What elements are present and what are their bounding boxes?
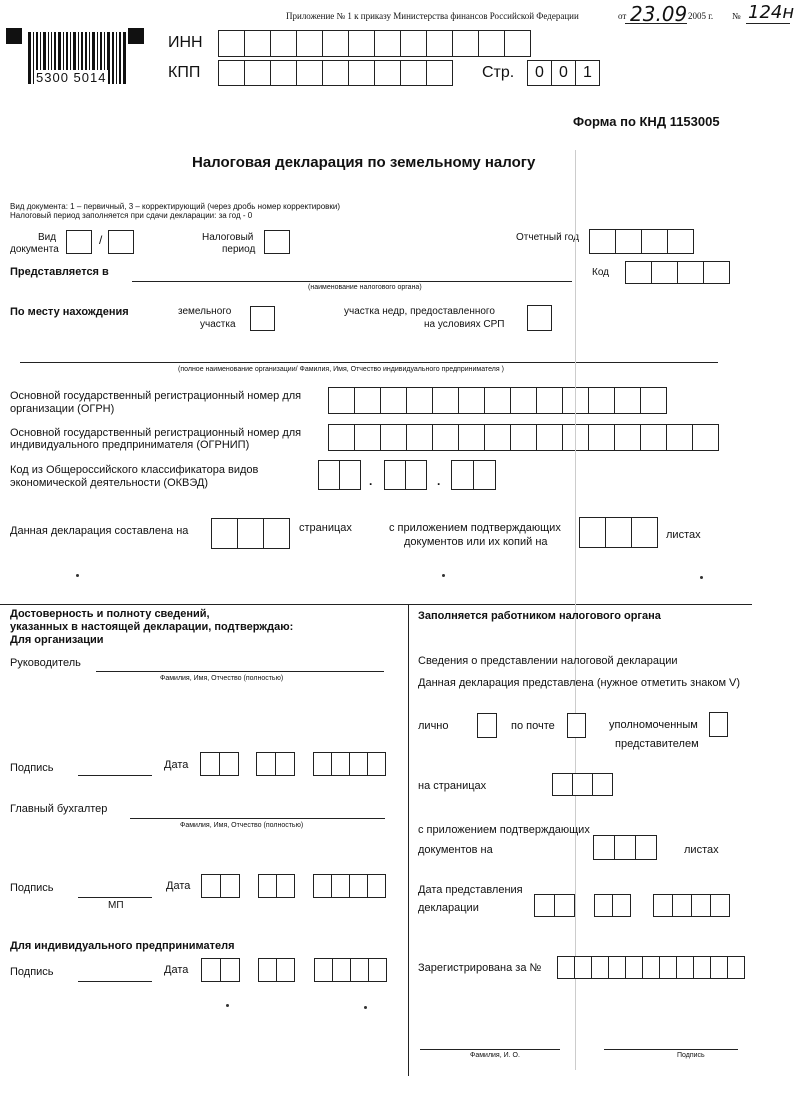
okved-label: экономической деятельности (ОКВЭД) [10,477,209,489]
land-plot-label: участка [200,319,236,330]
order-year: 2005 г. [688,11,714,21]
submission-date-month[interactable] [594,894,631,917]
ip-date-day[interactable] [201,958,240,982]
date-label: Дата [164,964,189,976]
ogrn-label: Основной государственный регистрационный номер для [10,390,302,402]
head-label: Руководитель [10,657,81,669]
doc-type-label: документа [10,244,59,255]
submission-info-label: Сведения о представлении налоговой декларации [418,655,678,667]
ip-date-month[interactable] [258,958,295,982]
org-name-caption: (полное наименование организации/ Фамилия, Имя, Отчество индивидуального предпринимателя ) [178,366,504,373]
okved-cells-1[interactable] [318,460,361,490]
signature-label: Подпись [10,762,54,774]
by-mail-label: по почте [511,720,555,732]
page-digit: 0 [551,60,576,86]
submitted-to-label: Представляется в [10,266,109,278]
head-date-year[interactable] [313,752,386,776]
on-pages-label: на страницах [418,780,487,792]
tax-period-note: Налоговый период заполняется при сдачи декларации: за год - 0 [10,211,253,220]
ogrnip-cells[interactable] [328,424,719,451]
ogrn-label: организации (ОГРН) [10,403,115,415]
on-pages-cells[interactable] [552,773,613,796]
report-year-label: Отчетный год [516,232,580,243]
for-entrepreneur-heading: Для индивидуального предпринимателя [10,940,235,952]
pages-unit: страницах [299,522,352,534]
by-representative-label: уполномоченным [609,719,698,731]
personally-checkbox[interactable] [477,713,497,738]
from-label: от [618,11,627,21]
signature-label: Подпись [10,966,54,978]
okved-label: Код из Общероссийского классификатора видов [10,464,259,476]
order-number: 124н [748,2,795,23]
tax-period-label: период [222,244,256,255]
submission-date-label: декларации [418,902,479,914]
barcode-number: 5300 5014 [36,70,107,85]
page-digit: 0 [527,60,552,86]
date-label: Дата [166,880,191,892]
tax-period-label: Налоговый [202,232,254,243]
accountant-date-month[interactable] [258,874,295,898]
pages-label: Данная декларация составлена на [10,525,189,537]
confirmation-heading: Достоверность и полноту сведений, [10,608,210,620]
inn-cells[interactable] [218,30,531,57]
location-label: По месту нахождения [10,306,129,318]
with-attachments-label: документов на [418,844,493,856]
submission-date-label: Дата представления [418,884,523,896]
doc-type-box[interactable] [66,230,92,254]
subsoil-checkbox[interactable] [527,305,552,331]
tax-period-box[interactable] [264,230,290,254]
number-label: № [732,11,741,21]
inn-label: ИНН [168,34,203,51]
land-plot-label: земельного [178,306,232,317]
column-divider [408,604,409,1076]
head-fio-caption: Фамилия, Имя, Отчество (полностью) [160,675,284,682]
sheets-label: листах [684,844,719,856]
doc-type-note: Вид документа: 1 – первичный, 3 – корректирующий (через дробь номер корректировки) [10,202,341,211]
head-date-day[interactable] [200,752,239,776]
appendix-text: Приложение № 1 к приказу Министерства финансов Российской Федерации [286,11,579,21]
subsoil-label: на условиях СРП [424,319,505,330]
attachments-label: с приложением подтверждающих [389,522,561,534]
okved-cells-3[interactable] [451,460,496,490]
chief-accountant-label: Главный бухгалтер [10,803,108,815]
date-label: Дата [164,759,189,771]
okved-separator: . [369,474,373,488]
sheets-unit: листах [666,529,701,541]
kpp-cells[interactable] [218,60,453,86]
authority-caption: (наименование налогового органа) [308,284,422,291]
stamp-label: МП [108,900,124,911]
doc-type-label: Вид [38,232,57,243]
registered-label: Зарегистрирована за № [418,962,542,974]
slash: / [99,233,103,247]
registration-number-cells[interactable] [557,956,745,979]
by-representative-label: представителем [615,738,699,750]
ogrnip-label: Основной государственный регистрационный номер для [10,427,302,439]
signature-label: Подпись [10,882,54,894]
head-date-month[interactable] [256,752,295,776]
page-label: Стр. [482,64,515,81]
attachment-sheets-cells[interactable] [579,517,658,548]
page-digit: 1 [575,60,600,86]
confirmation-heading: указанных в настоящей декларации, подтверждаю: [10,621,294,633]
ogrnip-label: индивидуального предпринимателя (ОГРНИП) [10,439,250,451]
okved-cells-2[interactable] [384,460,427,490]
by-mail-checkbox[interactable] [567,713,586,738]
submission-date-year[interactable] [653,894,730,917]
form-title: Налоговая декларация по земельному налогу [192,154,536,171]
submission-date-day[interactable] [534,894,575,917]
accountant-date-day[interactable] [201,874,240,898]
ogrn-cells[interactable] [328,387,667,414]
by-representative-checkbox[interactable] [709,712,728,737]
authority-code-cells[interactable] [625,261,730,284]
code-label: Код [592,267,610,278]
attached-sheets-cells[interactable] [593,835,657,860]
land-plot-checkbox[interactable] [250,306,275,331]
form-knd: Форма по КНД 1153005 [573,114,720,129]
with-attachments-label: с приложением подтверждающих [418,824,590,836]
pages-count-cells[interactable] [211,518,290,549]
tax-office-heading: Заполняется работником налогового органа [418,610,661,622]
accountant-date-year[interactable] [313,874,386,898]
submission-method-label: Данная декларация представлена (нужное отметить знаком V) [418,677,741,689]
officer-fio-caption: Фамилия, И. О. [470,1052,520,1059]
corner-marker [6,28,22,44]
corner-marker [128,28,144,44]
for-organization-heading: Для организации [10,634,104,646]
kpp-label: КПП [168,64,201,81]
order-date: 23.09 [630,2,688,26]
personally-label: лично [418,720,449,732]
page-cells [527,60,600,86]
correction-number-box[interactable] [108,230,134,254]
okved-separator: . [437,474,441,488]
subsoil-label: участка недр, предоставленного [344,306,495,317]
ip-date-year[interactable] [314,958,387,982]
accountant-fio-caption: Фамилия, Имя, Отчество (полностью) [180,822,304,829]
officer-signature-caption: Подпись [677,1052,705,1059]
attachments-label: документов или их копий на [404,536,548,548]
report-year-cells[interactable] [589,229,694,254]
